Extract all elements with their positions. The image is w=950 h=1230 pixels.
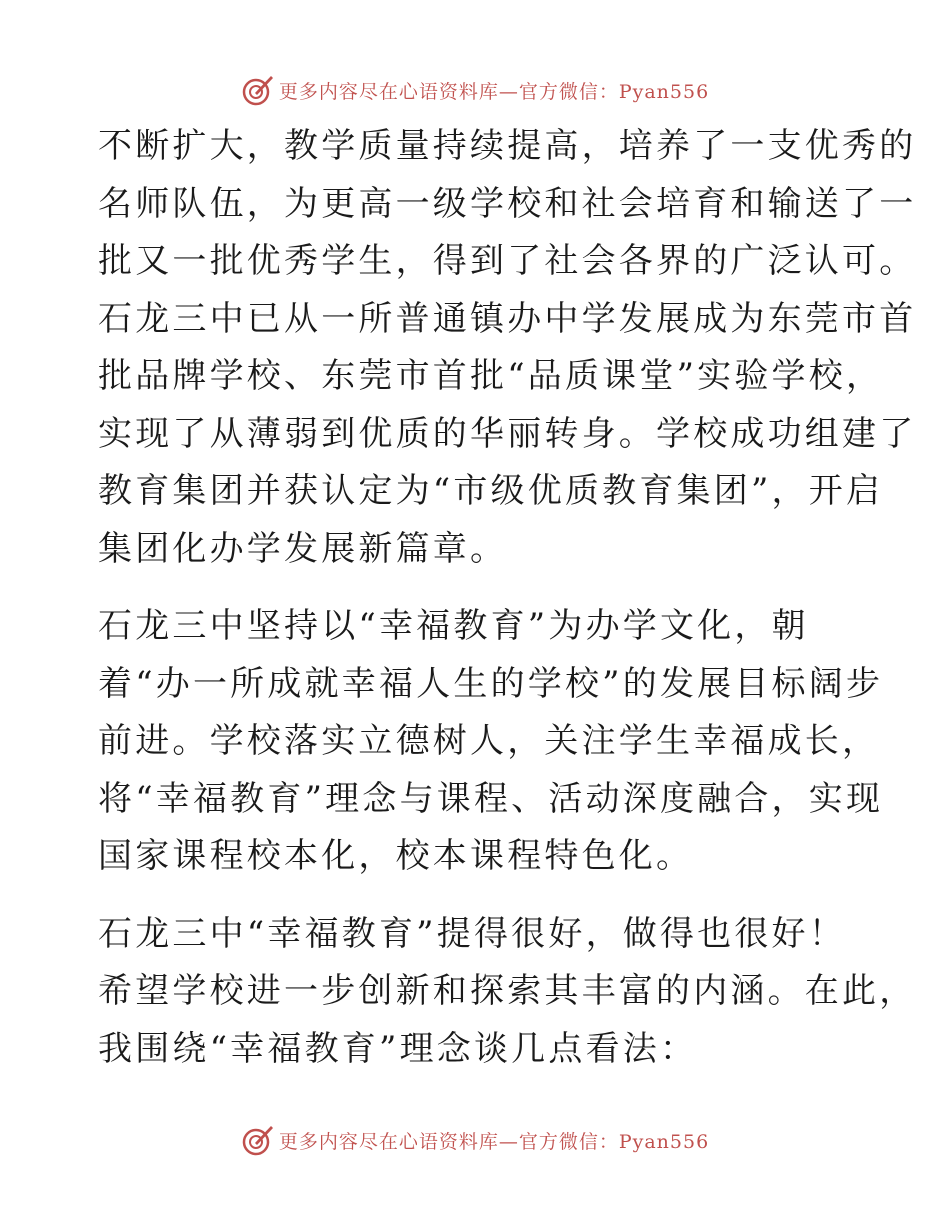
text-line: 石龙三中坚持以“幸福教育”为办学文化，朝 bbox=[98, 606, 809, 646]
watermark-text: 更多内容尽在心语资料库—官方微信：Pyan556 bbox=[278, 80, 710, 103]
text-line: 前进。学校落实立德树人，关注学生幸福成长， bbox=[98, 721, 880, 761]
text-line: 着“办一所成就幸福人生的学校”的发展目标阔步 bbox=[98, 663, 884, 704]
paragraph-1 bbox=[98, 118, 917, 578]
text-line: 石龙三中已从一所普通镇办中学发展成为东莞市首 bbox=[98, 298, 917, 339]
paragraph-3 bbox=[98, 906, 917, 1079]
text-line: 石龙三中“幸福教育”提得很好，做得也很好！ bbox=[98, 913, 846, 954]
watermark-text: 更多内容尽在心语资料库—官方微信：Pyan556 bbox=[278, 1130, 710, 1153]
document-body bbox=[98, 118, 917, 1078]
footer-watermark bbox=[0, 1122, 950, 1158]
text-line: 希望学校进一步创新和探索其丰富的内涵。在此， bbox=[98, 971, 917, 1011]
text-line: 集团化办学发展新篇章。 bbox=[98, 528, 508, 569]
text-line: 名师队伍，为更高一级学校和社会培育和输送了一 bbox=[98, 183, 917, 224]
header-watermark bbox=[0, 72, 950, 108]
text-line: 我围绕“幸福教育”理念谈几点看法： bbox=[98, 1028, 698, 1069]
text-line: 教育集团并获认定为“市级优质教育集团”，开启 bbox=[98, 471, 884, 511]
quill-logo-icon bbox=[241, 73, 275, 107]
text-line: 将“幸福教育”理念与课程、活动深度融合，实现 bbox=[98, 778, 884, 819]
quill-logo-icon bbox=[241, 1123, 275, 1157]
text-line: 实现了从薄弱到优质的华丽转身。学校成功组建了 bbox=[98, 413, 917, 454]
text-line: 批品牌学校、东莞市首批“品质课堂”实验学校， bbox=[98, 356, 884, 396]
text-line: 国家课程校本化，校本课程特色化。 bbox=[98, 836, 694, 876]
text-line: 不断扩大，教学质量持续提高，培养了一支优秀的 bbox=[98, 126, 917, 166]
text-line: 批又一批优秀学生，得到了社会各界的广泛认可。 bbox=[98, 241, 917, 281]
paragraph-2 bbox=[98, 598, 884, 886]
